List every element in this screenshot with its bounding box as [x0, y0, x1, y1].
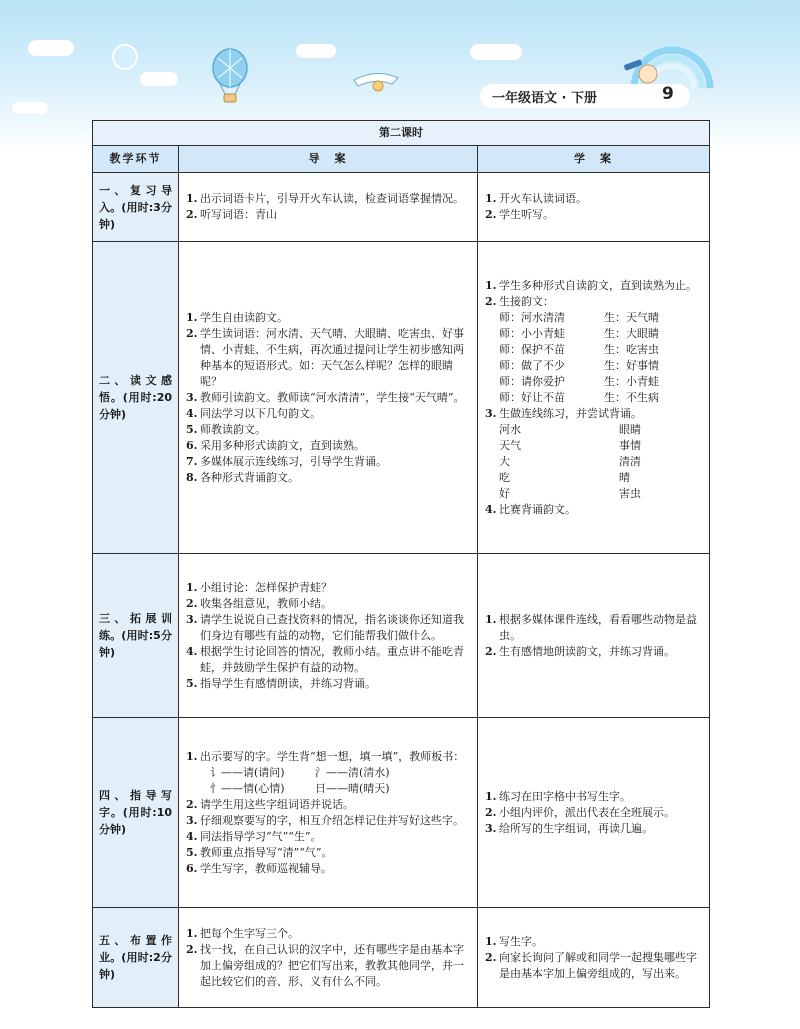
- dialog-line: 师：做了不少 生：好事情: [499, 358, 659, 372]
- list-item: 生有感情地朗读韵文，并练习背诵。: [499, 644, 675, 658]
- list-item: 同法学习以下几句韵文。: [200, 406, 321, 420]
- guide-cell: [179, 908, 478, 1008]
- table-row: [93, 173, 710, 242]
- list-item: 给所写的生字组词，再读几遍。: [499, 821, 653, 835]
- list-item: 学生自由读韵文。: [200, 310, 288, 324]
- list-item: 教师重点指导写“清”“气”。: [200, 845, 333, 859]
- list-item: 出示词语卡片，引导开火车认读，检查词语掌握情况。: [200, 192, 464, 205]
- list-item: 指导学生有感情朗读，并练习背诵。: [200, 676, 376, 690]
- list-item: 把每个生字写三个。: [200, 926, 299, 940]
- study-cell: [478, 718, 710, 908]
- glider-icon: [352, 68, 400, 96]
- list-item: 收集各组意见，教师小结。: [200, 596, 332, 610]
- dialog-line: 师：保护不苗 生：吃害虫: [499, 342, 659, 356]
- guide-cell: [179, 242, 478, 554]
- sun-icon: [112, 44, 138, 70]
- match-line: 大 清清: [499, 454, 641, 468]
- list-item: 同法指导学习“气”“生”。: [200, 829, 322, 843]
- list-item: 练习在田字格中书写生字。: [499, 789, 631, 803]
- table-row: [93, 242, 710, 554]
- dialog-line: 师：河水清清 生：天气晴: [499, 310, 659, 324]
- table-row: [93, 908, 710, 1008]
- list-item: 教师引读韵文。教师读“河水清清”，学生接“天气晴”。: [200, 390, 465, 404]
- list-item: 向家长询问了解或和同学一起搜集哪些字是由基本字加上偏旁组成的，写出来。: [499, 950, 697, 980]
- match-line: 天气 事情: [499, 438, 641, 452]
- list-item: [186, 749, 470, 797]
- study-cell: [478, 242, 710, 554]
- table-row: [93, 718, 710, 908]
- stage-cell: 一、复习导入。(用时:3分钟): [93, 173, 179, 242]
- cloud: [28, 40, 74, 56]
- guide-cell: [179, 554, 478, 718]
- list-item: 比赛背诵韵文。: [499, 502, 576, 516]
- dialog-line: 师：小小青蛙 生：大眼睛: [499, 326, 659, 340]
- list-item: 师教读韵文。: [200, 422, 266, 436]
- list-item: 学生听写。: [499, 208, 554, 221]
- study-cell: [478, 908, 710, 1008]
- table-caption: 第二课时: [93, 121, 710, 146]
- dialog-line: 师：好让不苗 生：不生病: [499, 390, 659, 404]
- guide-cell: [179, 718, 478, 908]
- column-header-study: 学 案: [478, 146, 710, 173]
- list-item: 各种形式背诵韵文。: [200, 470, 299, 484]
- match-intro: 生做连线练习，并尝试背诵。: [499, 406, 642, 420]
- guide-cell: [179, 173, 478, 242]
- stage-cell: 四、指导写字。(用时:10分钟): [93, 718, 179, 908]
- list-item: 小组讨论：怎样保护青蛙？: [200, 580, 332, 594]
- study-cell: [478, 173, 710, 242]
- match-line: 好 害虫: [499, 486, 641, 500]
- cloud: [470, 44, 522, 60]
- list-item: [485, 406, 702, 502]
- dialog-intro: 生接韵文：: [499, 294, 554, 308]
- list-item: 听写词语：青山: [200, 208, 277, 221]
- board-intro: 出示要写的字。学生背“想一想，填一填”，教师板书：: [200, 749, 465, 763]
- list-item: 根据多媒体课件连线，看看哪些动物是益虫。: [499, 612, 697, 642]
- dialog-line: 师：请你爱护 生：小青蛙: [499, 374, 659, 388]
- radical-line: 讠——请(请问) 氵——清(清水): [210, 765, 390, 779]
- match-line: 吃 晴: [499, 470, 630, 484]
- list-item: [485, 294, 702, 406]
- table-row: [93, 554, 710, 718]
- cloud: [296, 44, 336, 58]
- cloud: [12, 102, 48, 114]
- radical-line: 忄——情(心情) 日——晴(晴天): [210, 781, 390, 795]
- list-item: 请学生说说自己查找资料的情况，指名谈谈你还知道我们身边有哪些有益的动物，它们能帮我们做什么。: [200, 612, 464, 642]
- match-line: 河水 眼睛: [499, 422, 641, 436]
- list-item: 学生写字，教师巡视辅导。: [200, 861, 332, 875]
- hot-air-balloon-icon: [210, 48, 250, 104]
- list-item: 采用多种形式读韵文，直到读熟。: [200, 438, 365, 452]
- cloud: [140, 72, 178, 86]
- list-item: 写生字。: [499, 934, 543, 948]
- stage-cell: 二、读文感悟。(用时:20分钟): [93, 242, 179, 554]
- stage-cell: 三、拓展训练。(用时:5分钟): [93, 554, 179, 718]
- column-header-stage: 教学环节: [93, 146, 179, 173]
- list-item: 根据学生讨论回答的情况，教师小结。重点讲不能吃青蛙，并鼓励学生保护有益的动物。: [200, 644, 464, 674]
- list-item: 请学生用这些字组词语并说话。: [200, 797, 354, 811]
- list-item: 找一找，在自己认识的汉字中，还有哪些字是由基本字加上偏旁组成的？把它们写出来，教教其他同学，并一起比较它们的音、形、义有什么不同。: [200, 942, 464, 988]
- list-item: 小组内评价，派出代表在全班展示。: [499, 805, 675, 819]
- column-header-guide: 导 案: [179, 146, 478, 173]
- study-cell: [478, 554, 710, 718]
- list-item: 仔细观察要写的字，相互介绍怎样记住并写好这些字。: [200, 813, 464, 827]
- list-item: 多媒体展示连线练习，引导学生背诵。: [200, 454, 387, 468]
- page-number: 9: [662, 84, 674, 104]
- list-item: 开火车认读词语。: [499, 192, 587, 205]
- lesson-plan-table: [92, 120, 710, 1008]
- list-item: 学生读词语：河水清、天气晴、大眼睛、吃害虫、好事情、小青蛙、不生病，再次通过提问让学生初步感知两种基本的短语形式。如：天气怎么样呢？怎样的眼睛呢？: [200, 326, 464, 388]
- list-item: 学生多种形式自读韵文，直到读熟为止。: [499, 278, 697, 292]
- stage-cell: 五、布置作业。(用时:2分钟): [93, 908, 179, 1008]
- book-title: 一年级语文 · 下册: [492, 91, 597, 106]
